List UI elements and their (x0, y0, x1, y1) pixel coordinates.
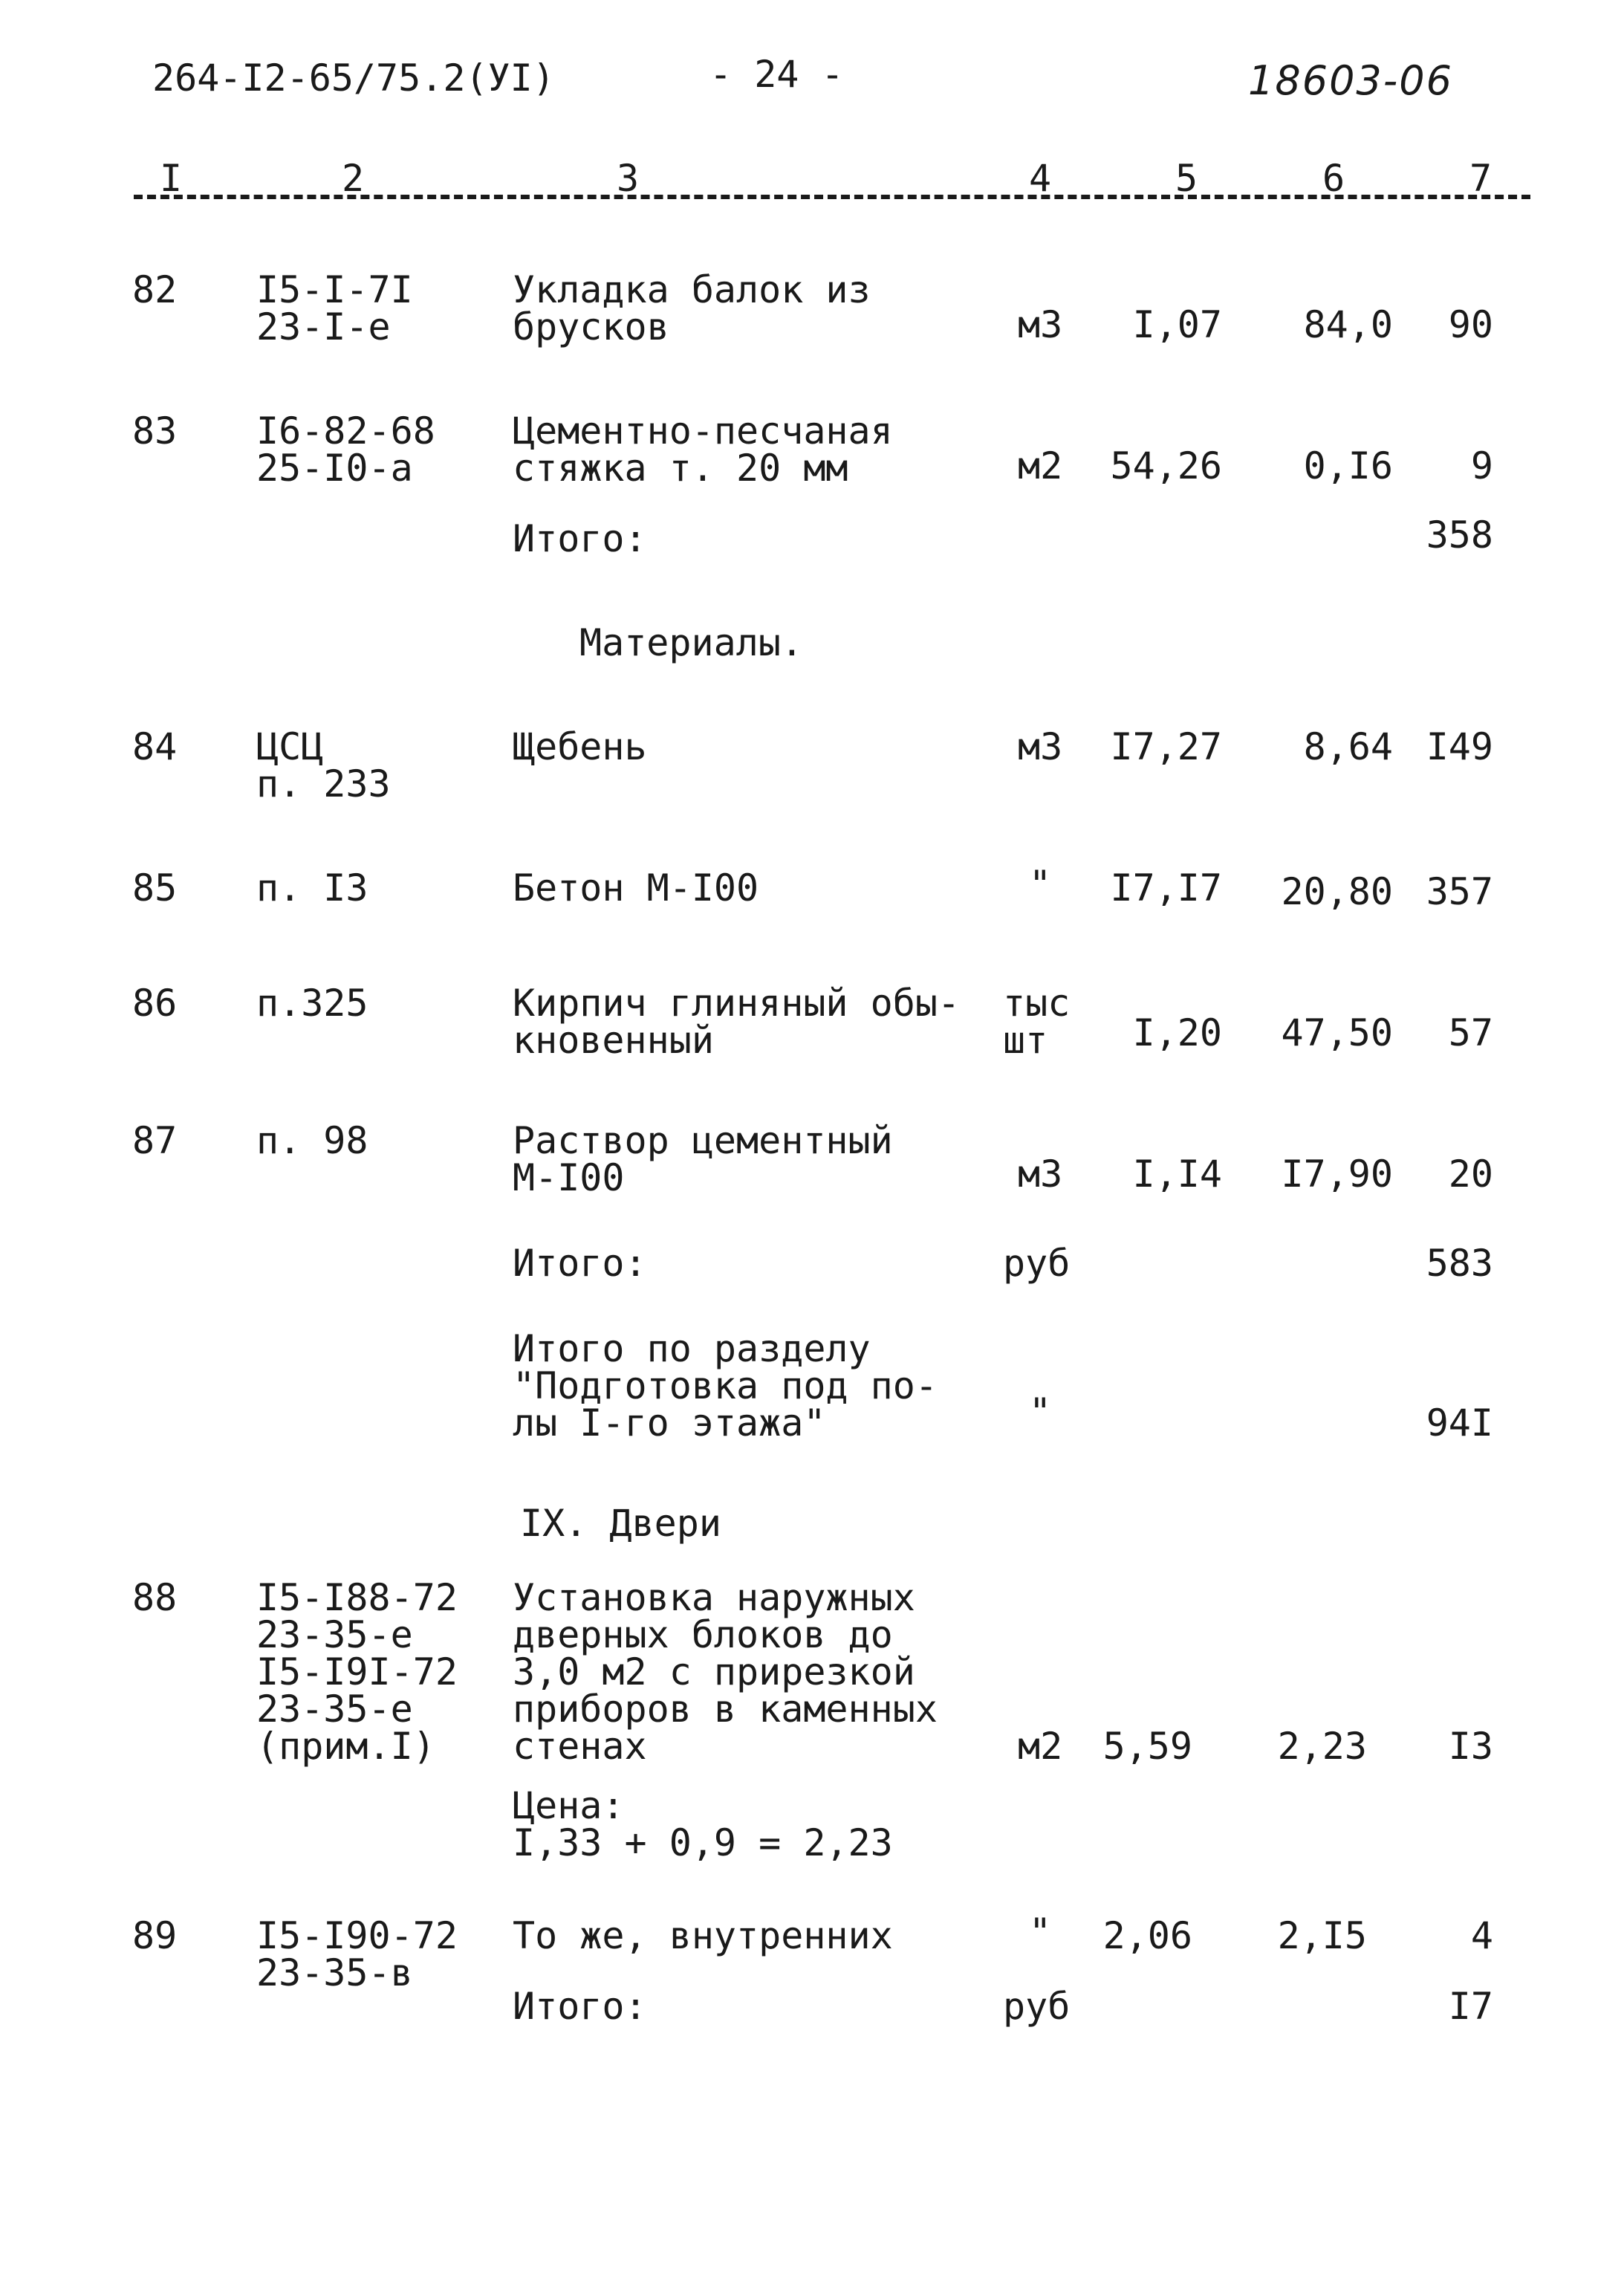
table-row-number: 89 (132, 1914, 178, 1957)
table-cell-code: п.325 (256, 982, 368, 1025)
table-cell-qty: 5,59 (1102, 1725, 1192, 1768)
subtotal-unit: руб (1003, 1985, 1071, 2028)
table-cell-unit: " (1029, 1910, 1052, 1954)
column-number-4: 4 (1029, 157, 1052, 200)
table-cell-total: I49 (1426, 725, 1493, 768)
table-cell-name: Укладка балок из брусков (513, 268, 871, 349)
table-cell-code: п. I3 (256, 866, 368, 910)
table-cell-qty: 2,06 (1102, 1914, 1192, 1957)
table-cell-name: Бетон М-I00 (513, 866, 759, 910)
table-cell-name: То же, внутренних (513, 1914, 893, 1957)
table-cell-total: 9 (1470, 444, 1493, 487)
table-cell-total: 4 (1470, 1914, 1493, 1957)
section-total-unit: " (1029, 1390, 1052, 1433)
table-cell-qty: I,07 (1132, 303, 1222, 346)
column-number-1: I (160, 157, 183, 200)
table-cell-total: 20 (1448, 1153, 1493, 1196)
table-cell-unit: м3 (1018, 1153, 1063, 1196)
table-cell-price: 20,80 (1281, 870, 1393, 913)
column-number-7: 7 (1469, 157, 1493, 200)
table-cell-price: 47,50 (1281, 1011, 1393, 1054)
table-cell-price: 8,64 (1303, 725, 1393, 768)
table-cell-unit: " (1029, 863, 1052, 906)
subtotal-label: Итого: (513, 1242, 647, 1285)
table-cell-price: 2,I5 (1277, 1914, 1367, 1957)
table-cell-code: I6-82-68 25-I0-a (256, 409, 435, 490)
table-cell-total: 357 (1426, 870, 1493, 913)
page-number: - 24 - (709, 53, 844, 96)
table-cell-name: Щебень (513, 725, 647, 768)
document-number: 18603-06 (1248, 57, 1453, 104)
table-cell-code: п. 98 (256, 1119, 368, 1162)
table-cell-price: 0,I6 (1303, 444, 1393, 487)
table-cell-price: 84,0 (1303, 303, 1393, 346)
table-cell-qty: I,20 (1132, 1011, 1222, 1054)
table-cell-code: I5-I90-72 23-35-в (256, 1914, 458, 1994)
subtotal-label: Итого: (513, 1985, 647, 2028)
document-code: 264-I2-65/75.2(УI) (152, 56, 555, 100)
table-cell-total: 57 (1448, 1011, 1493, 1054)
table-cell-unit: м2 (1018, 1725, 1063, 1768)
table-row-number: 83 (132, 409, 178, 453)
table-cell-unit: м3 (1018, 303, 1063, 346)
table-cell-qty: I7,I7 (1110, 866, 1222, 910)
table-cell-unit: м3 (1018, 725, 1063, 768)
table-cell-name: Цементно-песчаная стяжка т. 20 мм (513, 409, 893, 490)
table-row-number: 88 (132, 1576, 178, 1619)
column-number-5: 5 (1175, 157, 1198, 200)
table-cell-name: Установка наружных дверных блоков до 3,0 м2 с прирезкой приборов в каменных стенах (513, 1576, 938, 1768)
table-cell-name: Кирпич глиняный обы- кновенный (513, 982, 961, 1062)
subtotal-value: 583 (1426, 1242, 1493, 1285)
table-row-number: 82 (132, 268, 178, 311)
section-heading: Материалы. (579, 621, 804, 664)
section-heading: IX. Двери (520, 1502, 721, 1545)
table-cell-price: I7,90 (1281, 1153, 1393, 1196)
subtotal-label: Итого: (513, 517, 647, 560)
table-cell-code: I5-I-7I 23-I-e (256, 268, 413, 349)
table-row-number: 86 (132, 982, 178, 1025)
table-row-number: 84 (132, 725, 178, 768)
table-cell-unit: м2 (1018, 444, 1063, 487)
column-number-2: 2 (342, 157, 365, 200)
section-total-value: 94I (1426, 1401, 1493, 1445)
section-total-label: Итого по разделу "Подготовка под по- лы I-го этажа" (513, 1327, 938, 1445)
table-cell-total: I3 (1448, 1725, 1493, 1768)
table-cell-qty: 54,26 (1110, 444, 1222, 487)
subtotal-unit: руб (1003, 1242, 1071, 1285)
table-cell-price: 2,23 (1277, 1725, 1367, 1768)
column-number-3: 3 (617, 157, 640, 200)
table-cell-code: I5-I88-72 23-35-е I5-I9I-72 23-35-е (прим.I) (256, 1576, 458, 1768)
table-row-number: 85 (132, 866, 178, 910)
subtotal-value: I7 (1448, 1985, 1493, 2028)
table-cell-qty: I7,27 (1110, 725, 1222, 768)
table-cell-total: 90 (1448, 303, 1493, 346)
table-cell-code: ЦСЦ п. 233 (256, 725, 391, 805)
table-cell-price-note: Цена: I,33 + 0,9 = 2,23 (513, 1784, 893, 1864)
table-cell-name: Раствор цементный М-I00 (513, 1119, 893, 1199)
table-cell-qty: I,I4 (1132, 1153, 1222, 1196)
column-number-6: 6 (1322, 157, 1345, 200)
table-row-number: 87 (132, 1119, 178, 1162)
subtotal-value: 358 (1426, 513, 1493, 557)
table-cell-unit: тыс шт (1003, 982, 1071, 1062)
